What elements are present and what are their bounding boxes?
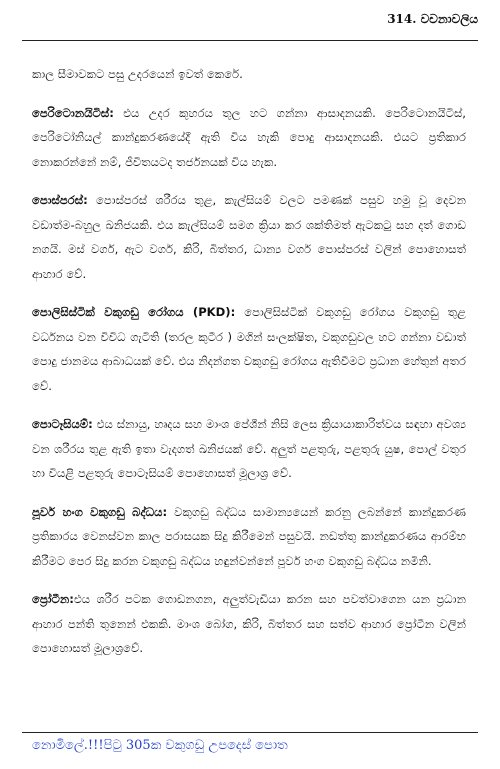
entry-term: පූර්ව හංග වකුගඩු බද්ධය: (32, 504, 168, 519)
entry-protein (32, 587, 466, 661)
entry-definition: වකුගඩු බද්ධය සාමාන්‍යයෙන් කරනු ලබන්නේ කාන්දුකරණ ප්‍රතිකාරය වෙනස්වන කාල පරාසයක සිදු කිරීමෙන් පසුවයි. නඩත්තු කාන්දුකරණය ආරම්භ කිරීමට පෙර සිදු කරන වකුගඩු බද්ධය හඳුන්වන්නේ පූර්ව හංග වකුගඩු බද්ධය නමිනි. (32, 504, 466, 568)
glossary-content (32, 62, 466, 675)
entry-phosphorus (32, 188, 466, 286)
entry-definition: පොස්පරස් ශරීරය තුළ, කැල්සියම් වලට පමණක් පසුව හමු වූ දෙවන වඩාත්ම-බහුල ඛනිජයකි. එය කැල්සියම් සමග ක්‍රියා කර ශක්තිමත් ඇටකටු සහ දත් ගොඩ නගයි. මස් වර්ග, ඇට වර්ග, කිරි, බිත්තර, ධාන්‍ය වර්ග පොස්පරස් වලින් පොහොසත් ආහාර වේ. (32, 193, 466, 281)
entry-definition: පොලිසිස්ටික් වකුගඩු රෝගය වකුගඩු තුළ වර්ධනය වන විවිධ ගැටිති (තරල කුටීර ) මගින් සංලක්ෂිත, වකුගඩුවල හට ගන්නා වඩාත් පොදු ජානමය ආබාධයක් වේ. එය නිදන්ගත වකුගඩු රෝගය ඇතිවීමට ප්‍රධාන හේතුන් අතර වේ. (32, 305, 466, 393)
entry-term: පොටෑසියම්: (32, 417, 93, 431)
header-separator: . (412, 12, 421, 26)
entry-potassium (32, 412, 466, 486)
entry-peritonitis (32, 101, 466, 175)
entry-definition: එය ස්නායු, හෘදය සහ මාංශ පේශීන් නිසි ලෙස ක්‍රියායාකාරිත්වය සඳහා අවශ්‍ය වන ශරීරය තුළ ඇති ඉතා වැදගත් ඛනිජයක් වේ. අලුත් පළතුරු, පළතුරු යුෂ, පොල් වතුර හා වියළි පළතුරු පොටෑසියම් පොහොසත් මූලාශ්‍ර වේ. (32, 417, 466, 480)
section-title: වචනාවලිය (420, 12, 478, 26)
page-header (22, 12, 478, 32)
footer-rule (22, 732, 478, 733)
entry-pkd (32, 300, 466, 398)
entry-definition: එය උදර කුහරය තුල හට ගන්නා ආසාදනයකි. පෙරිටොනයිටිස්, පෙරිටෝනියල් කාන්දුකරණයේදී ඇති විය හැකි පොදු ආසාදනයකි. එයට ප්‍රතිකාර නොකරන්නේ නම්, ජීවිතයටද තර්ජනයක් විය හැක. (32, 105, 466, 169)
entry-term: පෙරිටොනයිටිස්: (32, 105, 114, 120)
paragraph-continuation (32, 62, 466, 87)
entry-preemptive-transplant (32, 500, 466, 574)
page-number: 314 (387, 12, 413, 26)
footer-promo-text: නොමිලේ.!!!පිටු 305ක වකුගඩු උපදෙස් පොත (32, 738, 288, 753)
entry-term: පොලිසිස්ටික් වකුගඩු රෝගය (PKD): (32, 305, 236, 319)
entry-term: ප්‍රෝටීන: (32, 592, 74, 606)
header-rule (22, 40, 478, 41)
entry-definition: එය ශරීර පටක ගොඩනගන, අලුත්වැඩියා කරන සහ පවත්වාගෙන යන ප්‍රධාන ආහාර පන්ති තුනෙන් එකකි. මාංශ බෝග, කිරි, බිත්තර සහ සත්ව ආහාර ප්‍රෝටීන වලින් පොහොසත් මූලාශ්‍රවේ. (32, 592, 466, 655)
paragraph-text: කාල සීමාවකට පසු උදරයෙන් ඉවත් කෙරේ. (32, 67, 243, 81)
entry-term: පොස්පරස්: (32, 193, 88, 207)
